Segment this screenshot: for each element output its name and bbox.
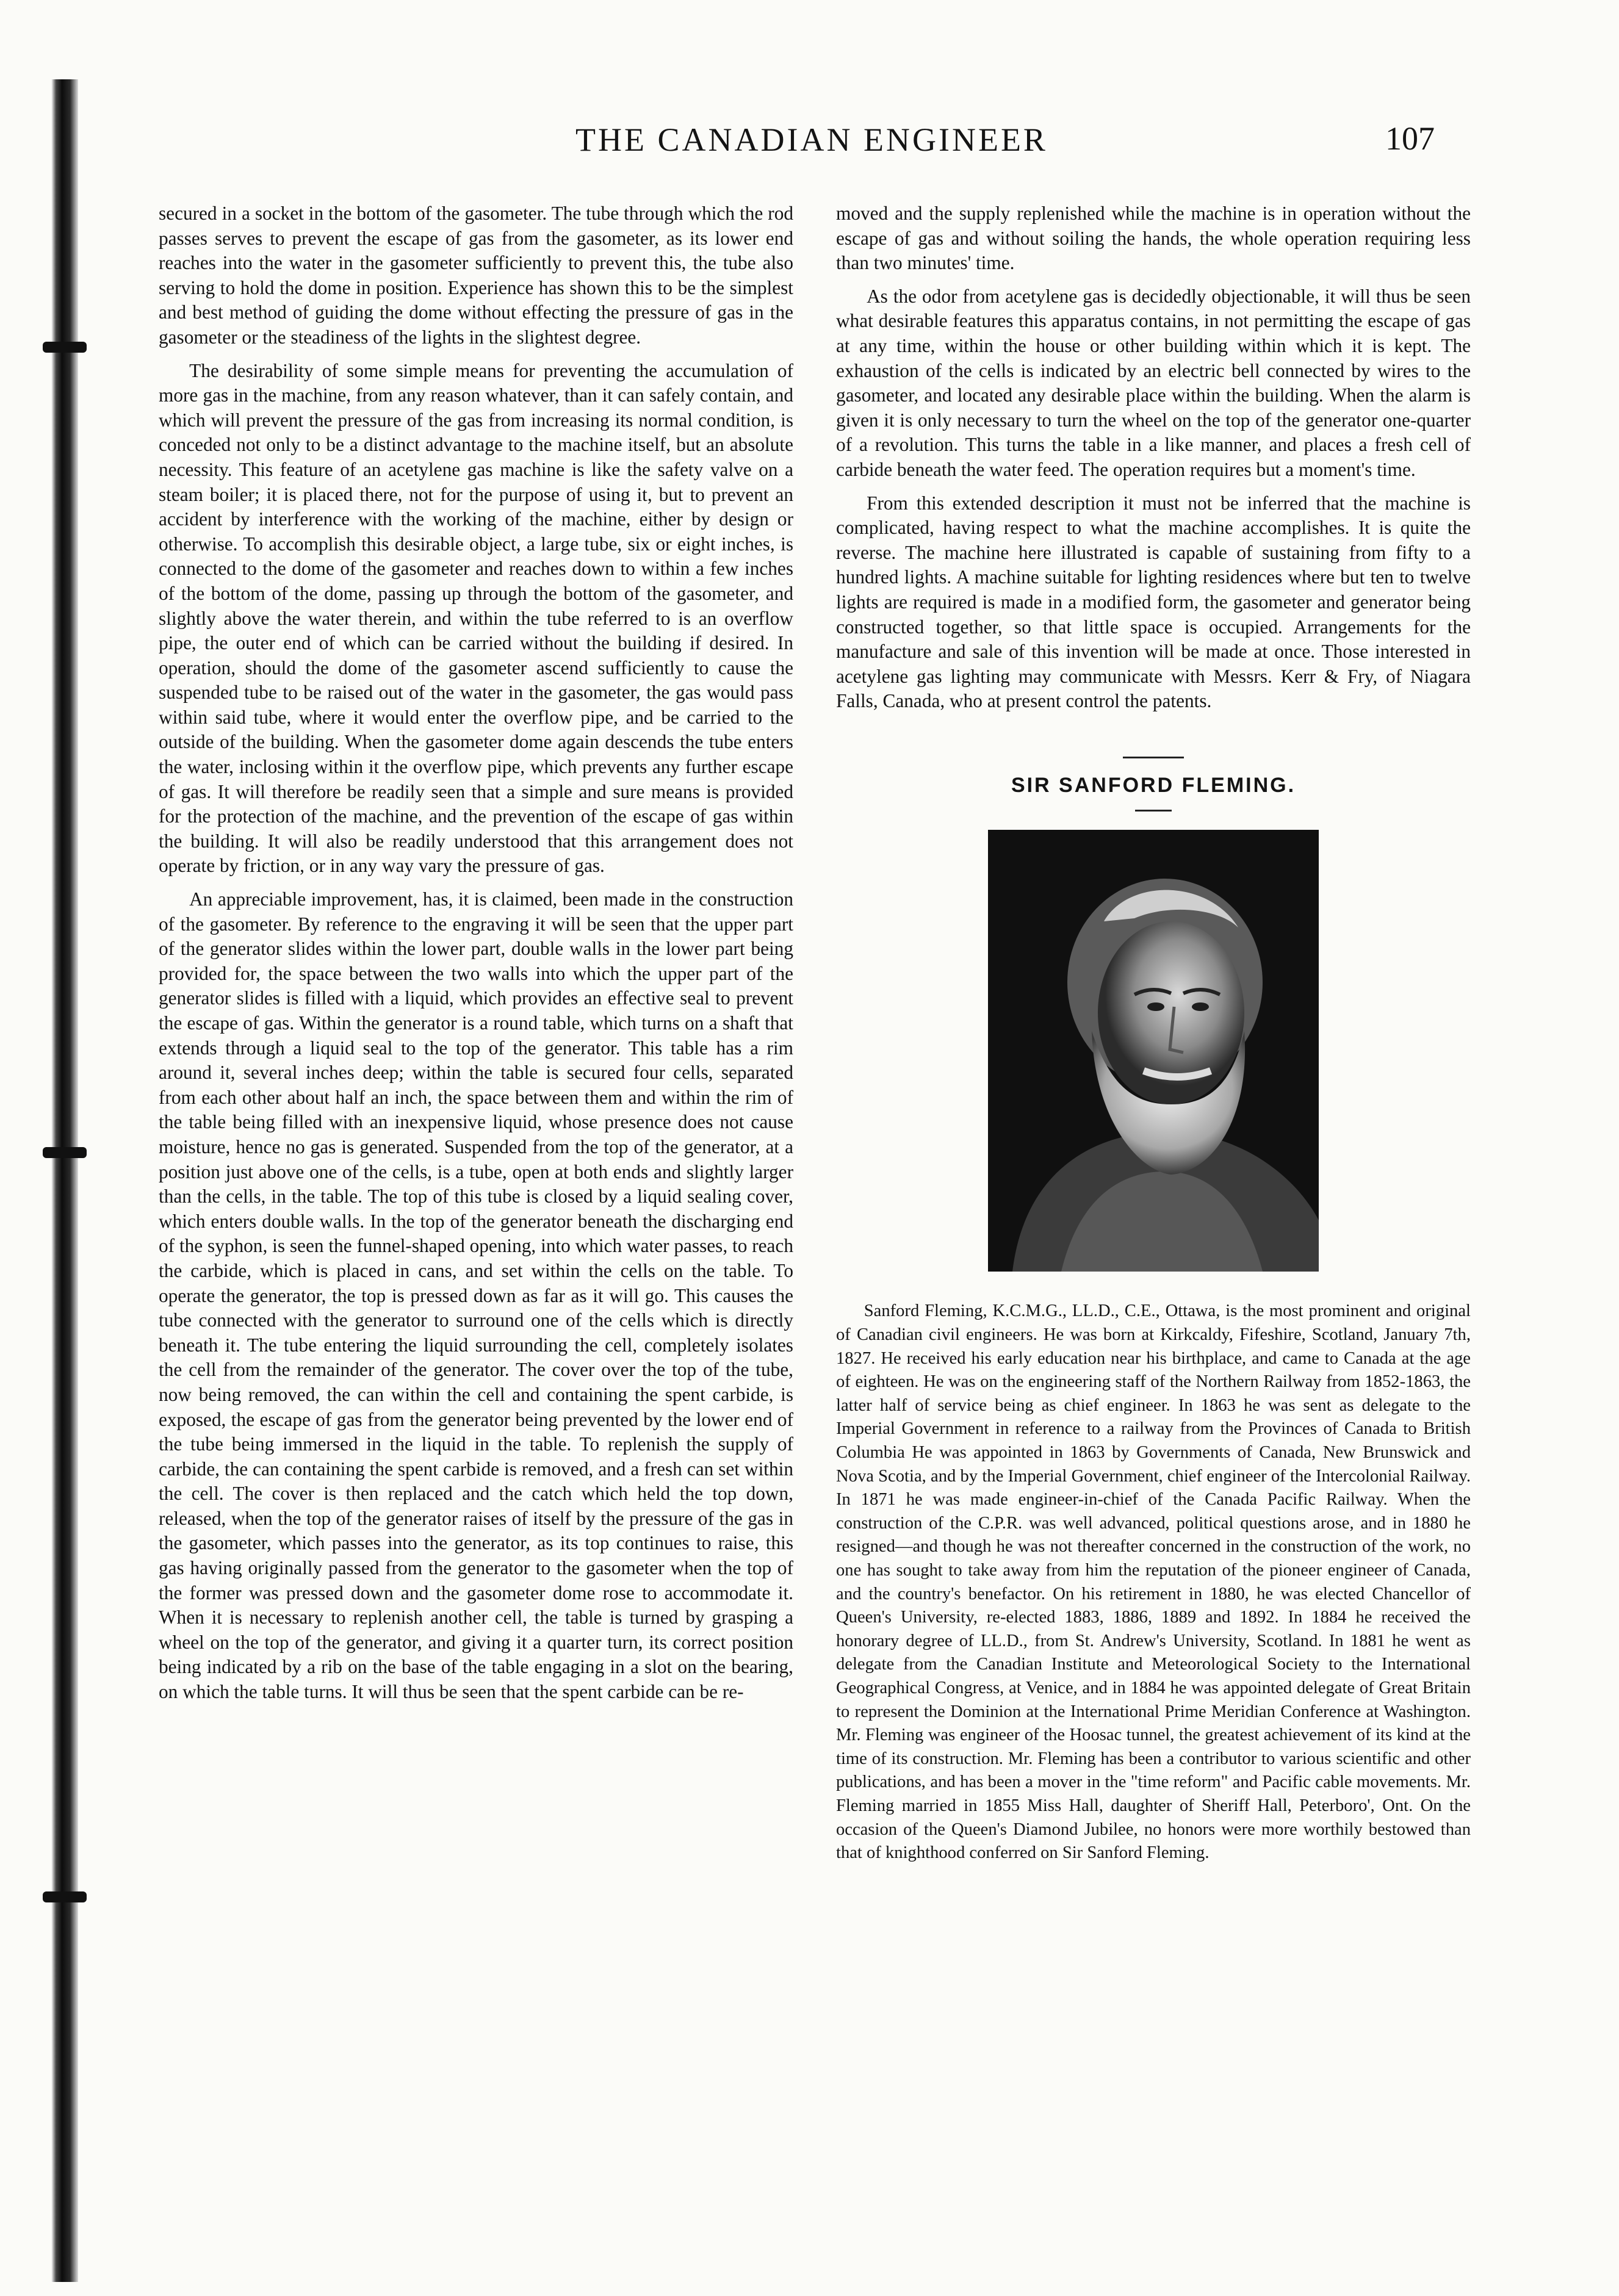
page-number: 107 bbox=[1385, 120, 1435, 157]
article-paragraph: As the odor from acetylene gas is decidedly objectionable, it will thus be seen what desirable features this apparatus contains, in not permitting the escape of gas at any time, within the house or other building within which it is kept. The exhaustion of the cells is indicated by an electric bell connected by wires to the gasometer, and located any desirable place within the building. When the alarm is given it is only necessary to turn the wheel on the top of the generator one-quarter of a revolution. This turns the table in a like manner, and places a fresh cell of carbide beneath the water feed. The operation requires but a moment's time. bbox=[836, 285, 1471, 480]
right-column bbox=[836, 201, 1471, 1865]
binding-mark bbox=[43, 1147, 87, 1158]
page-binding-edge bbox=[51, 79, 78, 2282]
binding-mark bbox=[43, 342, 87, 353]
portrait-photo bbox=[988, 830, 1319, 1272]
article-paragraph: From this extended description it must not be inferred that the machine is complicated, having respect to what the machine accomplishes. It is quite the reverse. The machine here illustrated is capable of sustaining from fifty to a hundred lights. A machine suitable for lighting residences where but ten to twelve lights are required is made in a modified form, the gasometer and generator being constructed together, so that little space is occupied. Arrangements for the manufacture and sale of this invention will be made at once. Those interested in acetylene gas lighting may communicate with Messrs. Kerr & Fry, of Niagara Falls, Canada, who at present control the patents. bbox=[836, 492, 1471, 712]
section-divider-rule bbox=[1123, 757, 1184, 758]
binding-mark bbox=[43, 1891, 87, 1902]
article-paragraph: An appreciable improvement, has, it is claimed, been made in the construction of the gasometer. By reference to the engraving it will be seen that the upper part of the generator slides within the lower part, double walls in the lower part being provided for, the space between the two walls into which the upper part of the generator slides is filled with a liquid, which provides an effective seal to prevent the escape of gas. Within the generator is a round table, which turns on a shaft that extends through a liquid seal to the top of the generator. This table has a rim around it, several inches deep; within the table is secured four cells, separated from each other about half an inch, the space between them and within the rim of the table being filled with an inexpensive liquid, whose presence does not cause moisture, hence no gas is generated. Suspended from the top of the generator, at a position just above one of the cells, is a tube, open at both ends and slightly larger than the cells, in the table. The top of this tube is closed by a liquid sealing cover, which enters double walls. In the top of the generator beneath the discharging end of the syphon, is seen the funnel-shaped opening, into which water passes, to reach the carbide, which is placed in cans, and set within the cells on the table. To operate the generator, the top is pressed down as far as it will go. This causes the tube connected with the generator to surround one of the cells which is directly beneath it. The tube entering the liquid surrounding the cell, completely isolates the cell from the remainder of the generator. The cover over the top of the tube, now being removed, the can within the cell and containing the spent carbide, is exposed, the escape of gas from the generator being prevented by the lower end of the tube being immersed in the liquid in the table. To replenish the supply of carbide, the can containing the spent carbide is removed, and a fresh can set within the cell. The cover is then replaced and the catch which held the top down, released, when the top of the generator raises of itself by the pressure of the gas in the gasometer, which passes into the generator, as its top continues to raise, this gas having originally passed from the generator to the gasometer when the top of the former was pressed down and the gasometer dome rose to accommodate it. When it is necessary to replenish another cell, the table is turned by grasping a wheel on the top of the generator, and giving it a quarter turn, its correct position being indicated by a rib on the base of the table engaging in a slot on the bearing, on which the table turns. It will thus be seen that the spent carbide can be re- bbox=[159, 888, 793, 1703]
left-column bbox=[159, 201, 793, 1713]
biography-text bbox=[836, 1300, 1471, 1865]
portrait-illustration bbox=[988, 830, 1319, 1272]
section-title: SIR SANFORD FLEMING. bbox=[1011, 773, 1296, 797]
running-header-title: THE CANADIAN ENGINEER bbox=[575, 121, 1048, 158]
biography-paragraph: Sanford Fleming, K.C.M.G., LL.D., C.E., Ottawa, is the most prominent and original of Canadian civil engineers. He was born at Kirkcaldy, Fifeshire, Scotland, January 7th, 1827. He received his early education near his birthplace, and came to Canada at the age of eighteen. He was on the engineering staff of the Northern Railway from 1852-1863, the latter half of service being as chief engineer. In 1863 he was sent as delegate to the Imperial Government in reference to a railway from the Provinces of Canada to British Columbia He was appointed in 1863 by Governments of Canada, New Brunswick and Nova Scotia, and by the Imperial Government, chief engineer of the Intercolonial Railway. In 1871 he was made engineer-in-chief of the Canada Pacific Railway. When the construction of the C.P.R. was well advanced, political questions arose, and in 1880 he resigned—and though he was not thereafter concerned in the construction of the work, no one has sought to take away from him the reputation of the pioneer engineer of Canada, and the country's benefactor. On his retirement in 1880, he was elected Chancellor of Queen's University, re-elected 1883, 1886, 1889 and 1892. In 1884 he received the honorary degree of LL.D., from St. Andrew's University, Scotland. In 1881 he went as delegate from the Canadian Institute and Meteorological Society to the International Geographical Congress, at Venice, and in 1884 he was appointed delegate of Great Britain to represent the Dominion at the International Prime Meridian Conference at Washington. Mr. Fleming was engineer of the Hoosac tunnel, the greatest achievement of its kind at the time of its construction. Mr. Fleming has been a contributor to various scientific and other publications, and has been a mover in the "time reform" and Pacific cable movements. Mr. Fleming married in 1855 Miss Hall, daughter of Sheriff Hall, Peterboro', Ont. On the occasion of the Queen's Diamond Jubilee, no honors were more worthily bestowed than that of knighthood conferred on Sir Sanford Fleming. bbox=[836, 1301, 1471, 1863]
article-paragraph: The desirability of some simple means for preventing the accumulation of more gas in the machine, from any reason whatever, than it can safely contain, and which will prevent the pressure of the gas from increasing its normal condition, is conceded not only to be a distinct advantage to the machine itself, but an absolute necessity. This feature of an acetylene gas machine is like the safety valve on a steam boiler; it is placed there, not for the purpose of using it, but to prevent an accident by interference with the working of the machine, either by design or otherwise. To accomplish this desirable object, a large tube, six or eight inches, is connected to the dome of the gasometer and reaches down to within a few inches of the bottom of the dome, passing up through the bottom of the gasometer, and slightly above the water therein, and within the tube referred to is an overflow pipe, the outer end of which can be carried without the building if desired. In operation, should the dome of the gasometer ascend sufficiently to cause the suspended tube to be raised out of the water in the gasometer, the gas would pass within said tube, where it would enter the overflow pipe, and be carried to the outside of the building. When the gasometer dome again descends the tube enters the water, inclosing within it the overflow pipe, which prevents any further escape of gas. It will therefore be readily seen that a simple and sure means is provided for the protection of the machine, and the prevention of the escape of gas within the building. It will also be readily understood that this arrangement does not operate by friction, or in any way vary the pressure of gas. bbox=[159, 359, 793, 877]
section-divider-rule bbox=[1135, 810, 1172, 812]
article-paragraph: moved and the supply replenished while the machine is in operation without the escape of gas and without soiling the hands, the whole operation requiring less than two minutes' time. bbox=[836, 203, 1471, 274]
article-paragraph: secured in a socket in the bottom of the gasometer. The tube through which the rod passes serves to prevent the escape of gas from the gasometer, as its lower end reaches into the water in the gasometer sufficiently to prevent this, the tube also serving to hold the dome in position. Experience has shown this to be the simplest and best method of guiding the dome without effecting the pressure of gas in the gasometer or the steadiness of the lights in the slightest degree. bbox=[159, 203, 793, 348]
